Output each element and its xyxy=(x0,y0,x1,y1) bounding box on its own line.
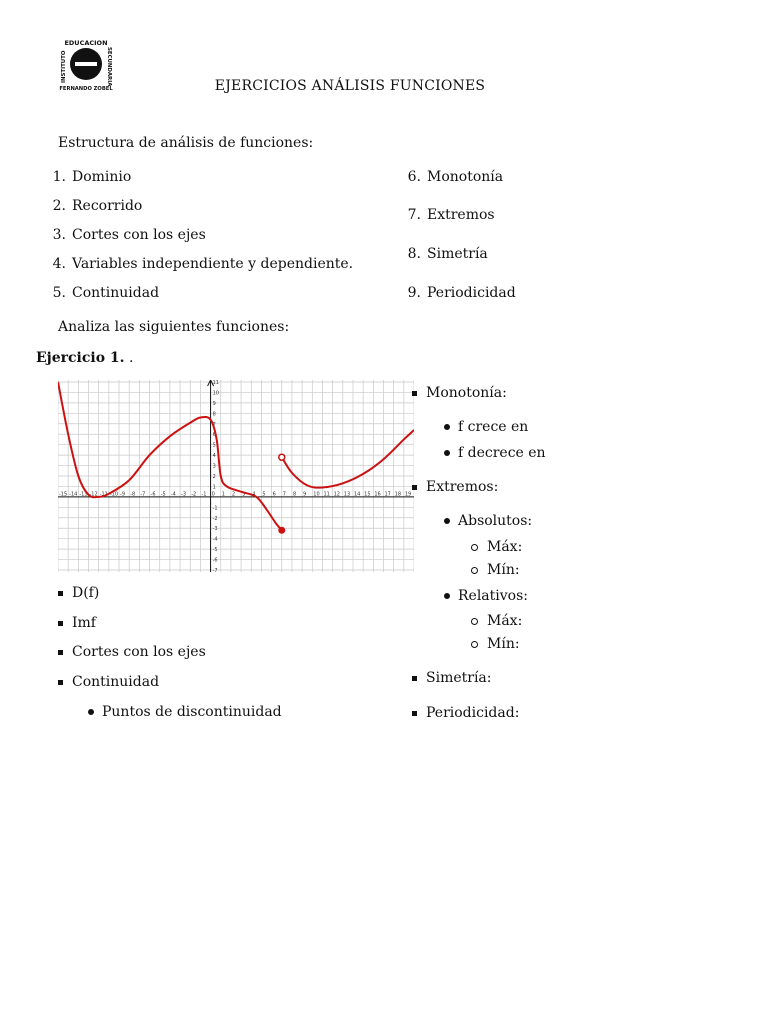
bullet-square-icon xyxy=(412,391,417,396)
structure-item: 5. Continuidad xyxy=(52,285,160,301)
bullet-square-icon xyxy=(58,680,63,685)
bullet-square-icon xyxy=(58,621,63,626)
x-tick-label: 2 xyxy=(231,491,236,498)
y-tick-label: 5 xyxy=(212,442,216,449)
x-tick-label: -11 xyxy=(99,491,108,498)
bullet-square-icon xyxy=(412,676,417,681)
bullet-dot-icon xyxy=(444,450,450,456)
y-tick-label: 3 xyxy=(212,463,216,470)
x-tick-label: -8 xyxy=(130,491,136,498)
open-endpoint-marker xyxy=(279,454,285,460)
continuity-item: Continuidad xyxy=(58,673,159,691)
absolute-item: Absolutos: xyxy=(444,512,532,530)
extremes-item: Extremos: xyxy=(412,478,498,496)
y-tick-label: 9 xyxy=(212,400,216,407)
bullet-circle-icon xyxy=(471,567,478,574)
y-tick-label: 7 xyxy=(212,421,216,428)
bullet-circle-icon xyxy=(471,641,478,648)
structure-heading: Estructura de análisis de funciones: xyxy=(58,135,314,151)
logo-left-text: INSTITUTO xyxy=(61,50,67,83)
x-tick-label: 17 xyxy=(384,491,391,498)
y-tick-label: -5 xyxy=(212,547,218,554)
x-tick-label: -9 xyxy=(120,491,126,498)
bullet-square-icon xyxy=(58,591,63,596)
structure-item: 7. Extremos xyxy=(407,207,495,223)
logo-bar-icon xyxy=(75,62,97,66)
x-tick-label: -14 xyxy=(69,491,78,498)
x-tick-label: -10 xyxy=(109,491,119,498)
y-tick-label: -3 xyxy=(212,526,218,533)
y-tick-label: 6 xyxy=(212,432,216,439)
bullet-dot-icon xyxy=(444,424,450,430)
y-tick-label: 4 xyxy=(212,453,216,460)
logo-right-text: SECUNDARIA xyxy=(106,47,112,87)
logo-bottom-text: FERNANDO ZOBEL xyxy=(59,86,113,92)
y-tick-label: -1 xyxy=(212,505,218,512)
analyze-instruction: Analiza las siguientes funciones: xyxy=(58,319,290,335)
y-tick-label: 1 xyxy=(212,484,216,491)
structure-item: 2. Recorrido xyxy=(52,198,143,214)
x-tick-label: -12 xyxy=(89,491,98,498)
page-title: EJERCICIOS ANÁLISIS FUNCIONES xyxy=(214,78,486,94)
absolute-max-item: Máx: xyxy=(471,538,522,556)
structure-item: 1. Dominio xyxy=(52,169,132,185)
exercise-heading: Ejercicio 1. . xyxy=(36,350,134,366)
y-tick-label: -6 xyxy=(212,557,218,564)
absolute-min-item: Mín: xyxy=(471,561,520,579)
x-tick-label: 0 xyxy=(211,491,215,498)
logo-top-text: EDUCACION xyxy=(64,39,108,47)
structure-item: 6. Monotonía xyxy=(407,169,504,185)
image-item: Imf xyxy=(58,614,96,632)
x-tick-label: -4 xyxy=(170,491,176,498)
y-tick-label: 2 xyxy=(212,474,216,480)
symmetry-item: Simetría: xyxy=(412,669,492,687)
bullet-dot-icon xyxy=(88,709,94,715)
x-tick-label: 4 xyxy=(252,491,256,498)
y-tick-label: -2 xyxy=(212,515,218,522)
x-tick-label: -7 xyxy=(140,491,146,498)
y-tick-label: 8 xyxy=(212,411,216,418)
discontinuity-item: Puntos de discontinuidad xyxy=(88,703,282,721)
bullet-dot-icon xyxy=(444,518,450,524)
x-tick-label: 5 xyxy=(262,491,266,498)
closed-endpoint-marker xyxy=(278,527,285,534)
periodicity-item: Periodicidad: xyxy=(412,704,519,722)
structure-item: 3. Cortes con los ejes xyxy=(52,227,206,243)
x-tick-label: 14 xyxy=(353,491,361,498)
x-tick-label: 3 xyxy=(242,491,246,498)
x-tick-label: -1 xyxy=(201,491,207,498)
bullet-dot-icon xyxy=(444,593,450,599)
x-tick-label: 7 xyxy=(282,491,286,498)
bullet-square-icon xyxy=(412,711,417,716)
x-tick-label: -3 xyxy=(181,491,187,498)
y-tick-label: -7 xyxy=(212,568,218,572)
x-tick-label: 8 xyxy=(292,491,297,498)
bullet-circle-icon xyxy=(471,618,478,625)
structure-item: 8. Simetría xyxy=(407,246,488,262)
y-tick-label: -4 xyxy=(212,536,218,543)
monotony-item: Monotonía: xyxy=(412,384,507,402)
x-tick-label: 6 xyxy=(272,491,276,498)
x-tick-label: 10 xyxy=(313,491,320,498)
x-tick-label: 11 xyxy=(323,491,330,498)
x-tick-label: 19 xyxy=(404,491,412,498)
x-tick-label: 16 xyxy=(374,491,381,498)
x-tick-label: 1 xyxy=(221,491,225,498)
x-tick-label: -15 xyxy=(59,491,68,498)
relative-min-item: Mín: xyxy=(471,635,520,653)
x-tick-label: -13 xyxy=(79,491,88,498)
function-graph xyxy=(58,380,414,572)
intercepts-item: Cortes con los ejes xyxy=(58,643,206,661)
function-curve xyxy=(282,430,414,488)
x-tick-label: 18 xyxy=(394,491,402,498)
x-tick-label: -2 xyxy=(191,491,197,498)
relative-max-item: Máx: xyxy=(471,612,522,630)
x-tick-label: 13 xyxy=(343,491,351,498)
domain-item: D(f) xyxy=(58,584,99,602)
y-tick-label: 11 xyxy=(212,380,219,386)
increasing-item: f crece en xyxy=(444,418,528,436)
x-tick-label: 9 xyxy=(303,491,307,498)
bullet-circle-icon xyxy=(471,544,478,551)
bullet-square-icon xyxy=(412,485,417,490)
decreasing-item: f decrece en xyxy=(444,444,546,462)
x-tick-label: 15 xyxy=(364,491,371,498)
bullet-square-icon xyxy=(58,650,63,655)
x-tick-label: -5 xyxy=(160,491,166,498)
relative-item: Relativos: xyxy=(444,587,528,605)
structure-item: 9. Periodicidad xyxy=(407,285,516,301)
x-tick-label: -6 xyxy=(150,491,156,498)
x-tick-label: 12 xyxy=(333,491,341,498)
structure-item: 4. Variables independiente y dependiente. xyxy=(52,256,354,272)
y-tick-label: 10 xyxy=(212,390,219,397)
